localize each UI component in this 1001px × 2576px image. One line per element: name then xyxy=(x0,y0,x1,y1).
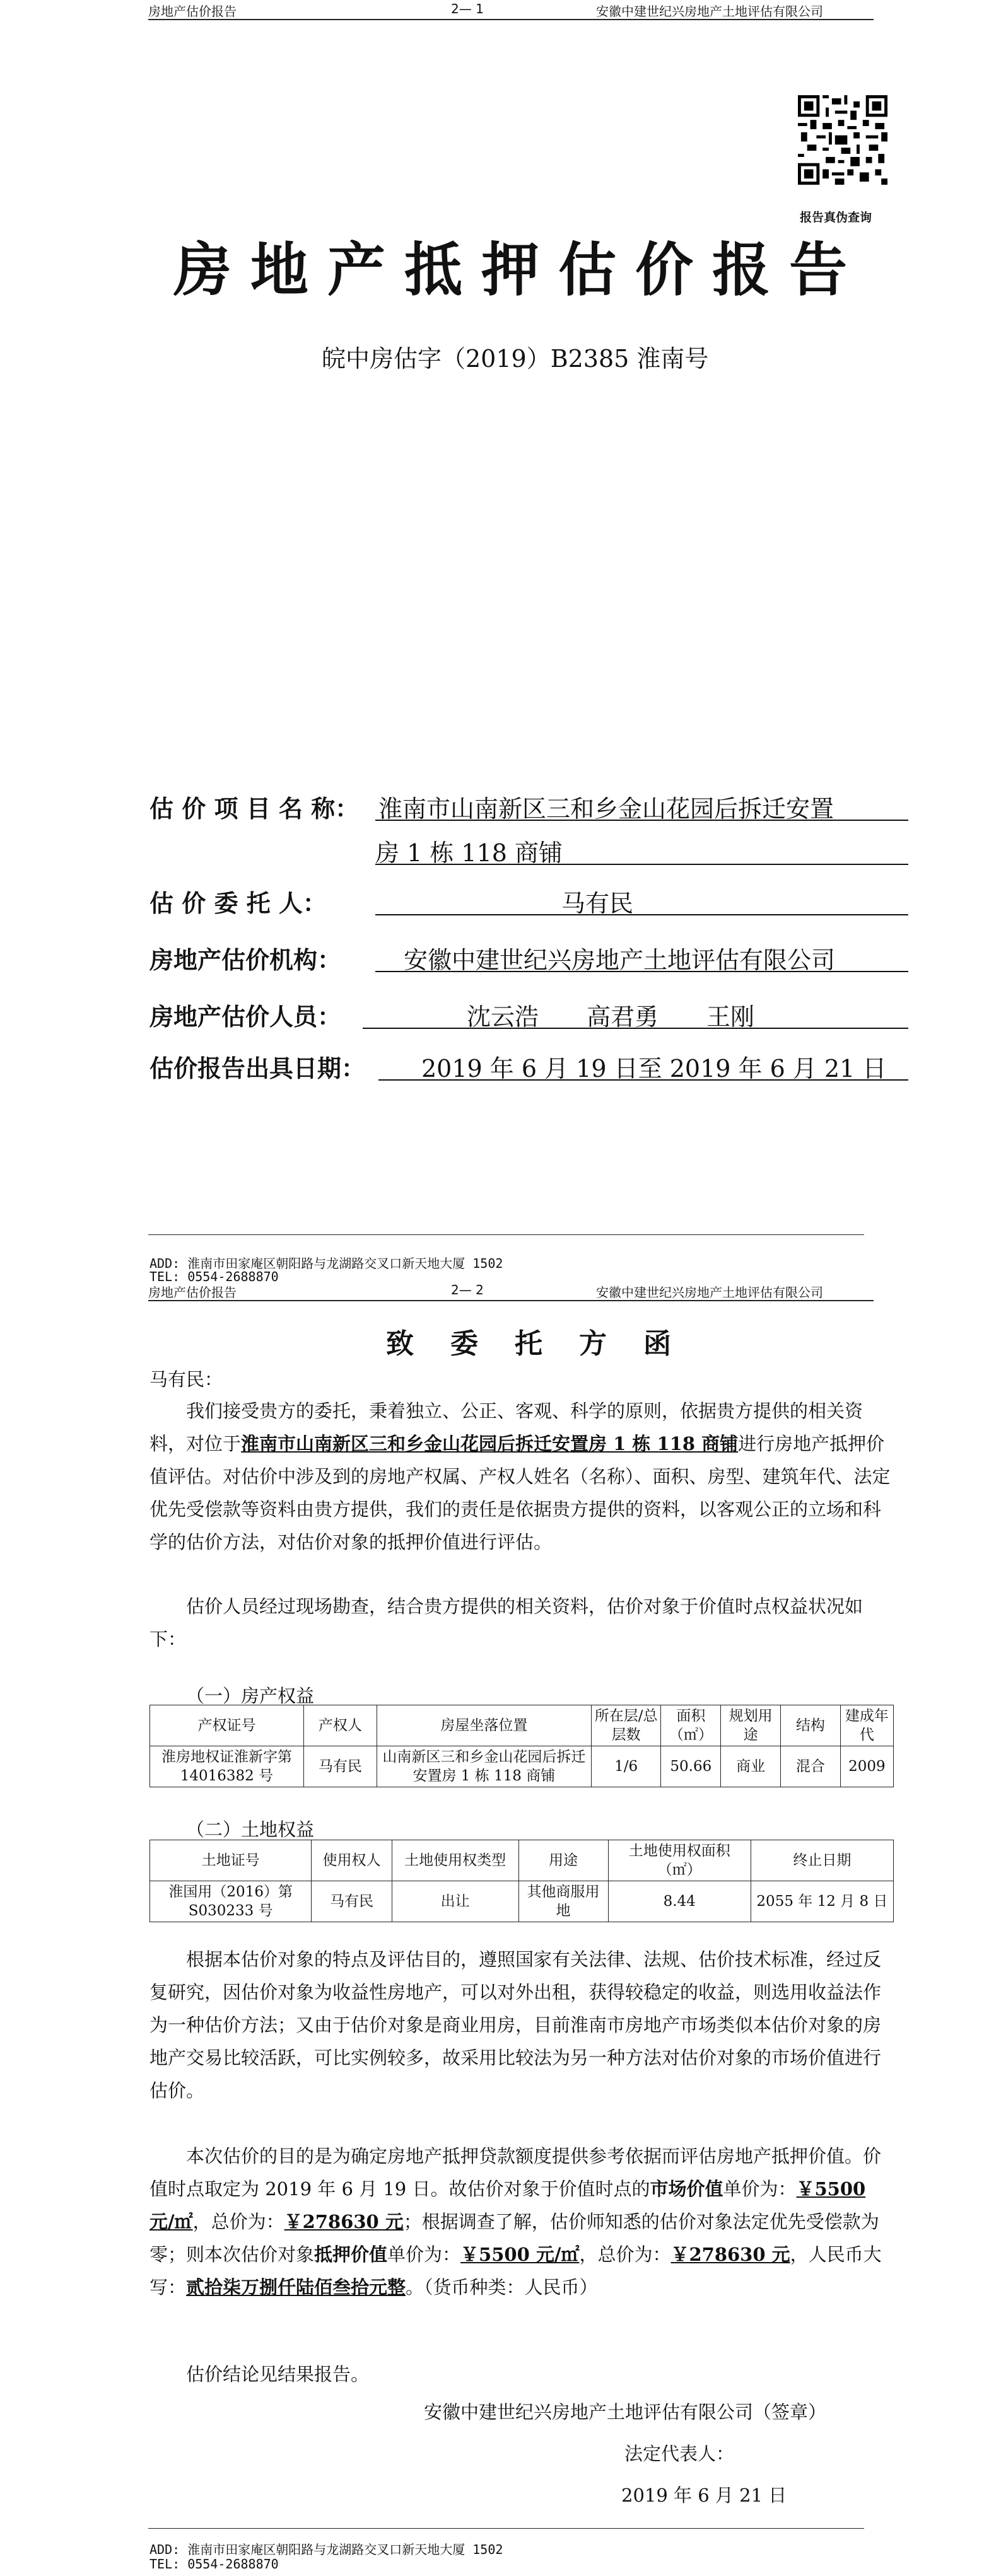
qr-code-icon[interactable] xyxy=(798,93,887,187)
field-label-client: 估 价 委 托 人： xyxy=(149,890,327,917)
field-label-agency: 房地产估价机构： xyxy=(149,946,342,974)
table-header-cell: 用途 xyxy=(518,1840,608,1881)
field-value-appraisers: 沈云浩 高君勇 王刚 xyxy=(467,1003,755,1031)
table-cell: 马有民 xyxy=(312,1881,392,1922)
footer-rule xyxy=(148,1234,864,1235)
table-cell: 1/6 xyxy=(591,1746,661,1787)
table-header-cell: 终止日期 xyxy=(751,1840,893,1881)
table-cell: 8.44 xyxy=(608,1881,751,1922)
header-rule xyxy=(148,19,874,20)
field-underline xyxy=(375,914,908,915)
running-header-right: 安徽中建世纪兴房地产土地评估有限公司 xyxy=(596,4,823,19)
table-header-row xyxy=(150,1705,894,1746)
table-header-cell: 产权证号 xyxy=(150,1705,304,1746)
table-header-row xyxy=(150,1840,894,1881)
text-run: 本次估价的目的是为确定房地产抵押贷款额度提供参考依据而评估房地产抵押价值。价值时点取定为 2019 年 6 月 19 日。故估价对象于价值时点的 xyxy=(149,2145,882,2200)
table-cell: 淮国用（2016）第 S030233 号 xyxy=(150,1881,312,1922)
footer-address: ADD: 淮南市田家庵区朝阳路与龙湖路交叉口新天地大厦 1502 xyxy=(149,1256,503,1271)
table-cell: 其他商服用地 xyxy=(518,1881,608,1922)
market-unit-price: ￥5500 元/㎡ xyxy=(149,2178,866,2232)
table-header-cell: 使用权人 xyxy=(312,1840,392,1881)
table-row xyxy=(150,1746,894,1787)
qr-caption: 报告真伪查询 xyxy=(800,211,872,224)
running-header-page-number: 2— 1 xyxy=(451,1,484,16)
field-label-appraisers: 房地产估价人员： xyxy=(149,1003,342,1031)
property-address: 淮南市山南新区三和乡金山花园后拆迁安置房 1 栋 118 商铺 xyxy=(241,1433,739,1454)
signature-legal-representative: 法定代表人： xyxy=(624,2443,735,2464)
text-run: 进行房地产抵押价值评估。对估价中涉及到的房地产权属、产权人姓名（名称）、面积、房型、建筑年代、法定优先受偿款等资料由贵方提供，我们的责任是依据贵方提供的资料，以客观公正的立场和科学的估价方法，对估价对象的抵押价值进行评估。 xyxy=(149,1433,891,1553)
footer-telephone: TEL: 0554-2688870 xyxy=(149,1269,279,1284)
field-underline xyxy=(375,820,908,821)
table-row xyxy=(150,1881,894,1922)
signature-date: 2019 年 6 月 21 日 xyxy=(621,2485,787,2506)
paragraph-rights-status: 估价人员经过现场勘查，结合贵方提供的相关资料，估价对象于价值时点权益状况如下： xyxy=(149,1596,863,1650)
table-header-cell: 面积（㎡） xyxy=(661,1705,721,1746)
field-value-agency: 安徽中建世纪兴房地产土地评估有限公司 xyxy=(404,946,836,974)
table-cell: 出让 xyxy=(392,1881,518,1922)
table-cell: 马有民 xyxy=(303,1746,377,1787)
amount-in-words: 贰拾柒万捌仟陆佰叁拾元整 xyxy=(186,2277,406,2298)
table-header-cell: 土地使用权面积（㎡） xyxy=(608,1840,751,1881)
mortgage-unit-price: ￥5500 元/㎡ xyxy=(460,2244,580,2265)
field-value-project-name: 淮南市山南新区三和乡金山花园后拆迁安置 xyxy=(378,795,834,823)
text-run: ，总价为： xyxy=(192,2211,284,2232)
table-header-cell: 房屋坐落位置 xyxy=(377,1705,591,1746)
header-rule xyxy=(148,1300,874,1301)
running-header-left: 房地产估价报告 xyxy=(148,1285,237,1300)
field-label-project-name: 估 价 项 目 名 称： xyxy=(149,795,360,823)
field-underline xyxy=(375,864,908,865)
text-run: 。（货币种类：人民币） xyxy=(406,2277,598,2298)
table-cell: 山南新区三和乡金山花园后拆迁安置房 1 栋 118 商铺 xyxy=(377,1746,591,1787)
table-header-cell: 所在层/总层数 xyxy=(591,1705,661,1746)
letter-title: 致委托方函 xyxy=(386,1328,708,1360)
table-header-cell: 建成年代 xyxy=(840,1705,893,1746)
table-header-cell: 土地证号 xyxy=(150,1840,312,1881)
house-rights-table xyxy=(149,1705,894,1787)
field-value-project-name-line2: 房 1 栋 118 商铺 xyxy=(375,839,563,867)
section-heading-land-rights: （二）土地权益 xyxy=(186,1819,315,1840)
running-header-left: 房地产估价报告 xyxy=(148,4,237,19)
table-cell: 2009 xyxy=(840,1746,893,1787)
signature-company: 安徽中建世纪兴房地产土地评估有限公司（签章） xyxy=(424,2401,827,2423)
field-underline xyxy=(363,1028,908,1029)
table-cell: 2055 年 12 月 8 日 xyxy=(751,1881,893,1922)
paragraph-method: 根据本估价对象的特点及评估目的，遵照国家有关法律、法规、估价技术标准，经过反复研究，因估价对象为收益性房地产，可以对外出租，获得较稳定的收益，则选用收益法作为一种估价方法；又由于估价对象是商业用房，目前淮南市房地产市场类似本估价对象的房地产交易比较活跃，可比实例较多，故采用比较法为另一种方法对估价对象的市场价值进行估价。 xyxy=(149,1949,882,2101)
table-header-cell: 规划用途 xyxy=(721,1705,781,1746)
land-rights-table xyxy=(149,1840,894,1922)
field-label-issue-date: 估价报告出具日期： xyxy=(149,1055,366,1082)
section-heading-house-rights: （一）房产权益 xyxy=(186,1685,315,1707)
paragraph-see-results: 估价结论见结果报告。 xyxy=(186,2364,370,2385)
market-total-price: ￥278630 元 xyxy=(284,2211,404,2232)
table-header-cell: 产权人 xyxy=(303,1705,377,1746)
table-header-cell: 结构 xyxy=(781,1705,841,1746)
field-value-client: 马有民 xyxy=(561,890,634,917)
text-run: ；根据调查了解，估价师知悉的估价对象法定优先受偿款为零；则本次估价对象 xyxy=(149,2211,879,2265)
table-cell: 混合 xyxy=(781,1746,841,1787)
running-header-right: 安徽中建世纪兴房地产土地评估有限公司 xyxy=(596,1285,823,1300)
table-header-cell: 土地使用权类型 xyxy=(392,1840,518,1881)
text-run: ，总价为： xyxy=(579,2244,671,2265)
table-cell: 商业 xyxy=(721,1746,781,1787)
paragraph-intro xyxy=(149,1395,893,1558)
field-underline xyxy=(378,1079,908,1081)
footer-rule xyxy=(148,2528,864,2529)
text-run: ，人民币大写： xyxy=(149,2244,882,2298)
text-run: 市场价值 xyxy=(650,2178,723,2200)
text-run: 单价为： xyxy=(723,2178,797,2200)
text-run: 单价为： xyxy=(387,2244,461,2265)
report-title: 房地产抵押估价报告 xyxy=(173,236,867,304)
salutation: 马有民： xyxy=(149,1369,223,1390)
report-number: 皖中房估字（2019）B2385 淮南号 xyxy=(322,345,709,373)
field-underline xyxy=(375,971,908,972)
mortgage-total-price: ￥278630 元 xyxy=(670,2244,790,2265)
running-header-page-number: 2— 2 xyxy=(451,1282,484,1297)
paragraph-conclusion xyxy=(149,2140,893,2304)
table-cell: 淮房地权证淮新字第 14016382 号 xyxy=(150,1746,304,1787)
footer-telephone: TEL: 0554-2688870 xyxy=(149,2556,279,2572)
text-run: 抵押价值 xyxy=(314,2244,388,2265)
text-run: 我们接受贵方的委托，秉着独立、公正、客观、科学的原则，依据贵方提供的相关资料，对位于 xyxy=(149,1400,863,1454)
table-cell: 50.66 xyxy=(661,1746,721,1787)
field-value-issue-date: 2019 年 6 月 19 日至 2019 年 6 月 21 日 xyxy=(421,1055,887,1082)
footer-address: ADD: 淮南市田家庵区朝阳路与龙湖路交叉口新天地大厦 1502 xyxy=(149,2542,503,2557)
